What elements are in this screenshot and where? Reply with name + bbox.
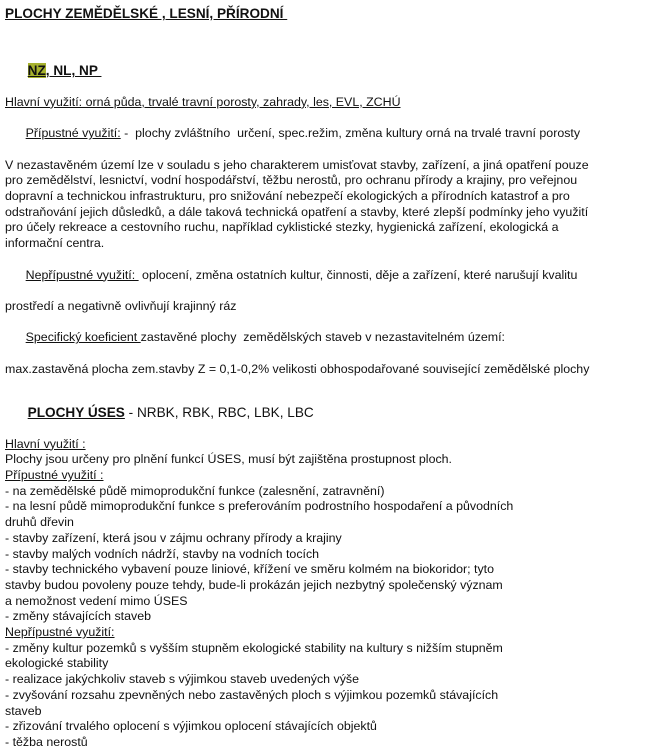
uses-main-use-label: Hlavní využití : xyxy=(5,436,86,451)
text-line: - změny kultur pozemků s vyšším stupněm ekologické stability na kultury s nižším stupněm xyxy=(5,640,503,655)
page-title: PLOCHY ZEMĚDĚLSKÉ , LESNÍ, PŘÍRODNÍ xyxy=(5,6,288,21)
allowed-use-text: - plochy zvláštního určení, spec.režim, změna kultury orná na trvalé travní porosty xyxy=(120,126,581,141)
main-use-line: Hlavní využití: orná půda, trvalé travní porosty, zahrady, les, EVL, ZCHÚ xyxy=(5,94,401,109)
coefficient-line xyxy=(5,315,652,362)
forbidden-use-text: oplocení, změna ostatních kultur, činnosti, děje a zařízení, které narušují kvalitu xyxy=(138,267,578,282)
code-heading-rest: , NL, NP xyxy=(45,63,102,79)
uses-allowed-list xyxy=(5,484,652,625)
text-line: - stavby technického vybavení pouze liniové, křížení ve směru kolmém na biokoridor; tyto xyxy=(5,562,494,577)
text-line: V nezastavěném území lze v souladu s jeho charakterem umisťovat stavby, zařízení, a jiná opatření pouze xyxy=(5,157,589,172)
text-line: druhů dřevin xyxy=(5,515,74,530)
coefficient-value-line: max.zastavěná plocha zem.stavby Z = 0,1-0,2% velikosti obhospodařované související zemědělské plochy xyxy=(5,361,590,376)
text-line: - realizace jakýchkoliv staveb s výjimkou staveb uvedených výše xyxy=(5,672,359,687)
uses-heading-line xyxy=(5,389,652,436)
text-line: - zvyšování rozsahu zpevněných nebo zastavěných ploch s výjimkou pozemků stávajících xyxy=(5,687,499,702)
forbidden-use-continuation: prostředí a negativně ovlivňují krajinný ráz xyxy=(5,298,237,313)
text-line: - stavby zařízení, která jsou v zájmu ochrany přírody a krajiny xyxy=(5,530,342,545)
coefficient-label: Specifický koeficient xyxy=(25,330,141,345)
section-uses xyxy=(5,389,652,750)
uses-heading-title: PLOCHY ÚSES xyxy=(27,405,125,421)
coefficient-text: zastavěné plochy zemědělských staveb v nezastavitelném území: xyxy=(140,330,505,345)
section-nz-nl-np xyxy=(5,48,652,378)
text-line: - na zemědělské půdě mimoprodukční funkce (zalesnění, zatravnění) xyxy=(5,483,385,498)
text-line: pro zemědělství, lesnictví, vodní hospodářství, těžbu nerostů, pro ochranu přírody a krajiny, pro veřejnou xyxy=(5,173,578,188)
allowed-use-line xyxy=(5,111,652,158)
code-highlight-nz: NZ xyxy=(27,63,46,79)
regulation-paragraph xyxy=(5,158,652,252)
text-line: - změny stávajících staveb xyxy=(5,609,151,624)
allowed-use-label: Přípustné využití: xyxy=(25,126,121,141)
forbidden-use-label: Nepřípustné využití: xyxy=(25,267,139,282)
forbidden-use-line xyxy=(5,252,652,299)
text-line: - zřizování trvalého oplocení s výjimkou oplocení stávajících objektů xyxy=(5,719,377,734)
text-line: a nemožnost vedení mimo ÚSES xyxy=(5,593,188,608)
text-line: pro účely rekreace a cestovního ruchu, například cyklistické stezky, hygienická zařízení, ekologická a xyxy=(5,220,559,235)
text-line: - těžba nerostů xyxy=(5,734,88,749)
text-line: stavby budou povoleny pouze tehdy, bude-li prokázán jejich nezbytný společenský význam xyxy=(5,577,503,592)
text-line: - stavby malých vodních nádrží, stavby na vodních tocích xyxy=(5,546,320,561)
text-line: dopravní a technickou infrastrukturu, pro snižování nebezpečí ekologických a přírodních katastrof a pro xyxy=(5,189,570,204)
text-line: ekologické stability xyxy=(5,656,109,671)
text-line: - na lesní půdě mimoprodukční funkce s preferováním podrostního hospodaření a původních xyxy=(5,499,514,514)
uses-heading-codes: - NRBK, RBK, RBC, LBK, LBC xyxy=(124,405,314,421)
uses-forbidden-label: Nepřípustné využití: xyxy=(5,625,115,640)
text-line: staveb xyxy=(5,703,42,718)
text-line: odstraňování jejich důsledků, a dále taková technická opatření a stavby, které zlepší podmínky jeho využití xyxy=(5,204,589,219)
uses-allowed-label: Přípustné využití : xyxy=(5,467,104,482)
text-line: informační centra. xyxy=(5,236,105,251)
uses-main-use-text: Plochy jsou určeny pro plnění funkcí ÚSES, musí být zajištěna prostupnost ploch. xyxy=(5,452,452,467)
uses-forbidden-list xyxy=(5,641,652,751)
section-code-heading xyxy=(5,48,652,95)
